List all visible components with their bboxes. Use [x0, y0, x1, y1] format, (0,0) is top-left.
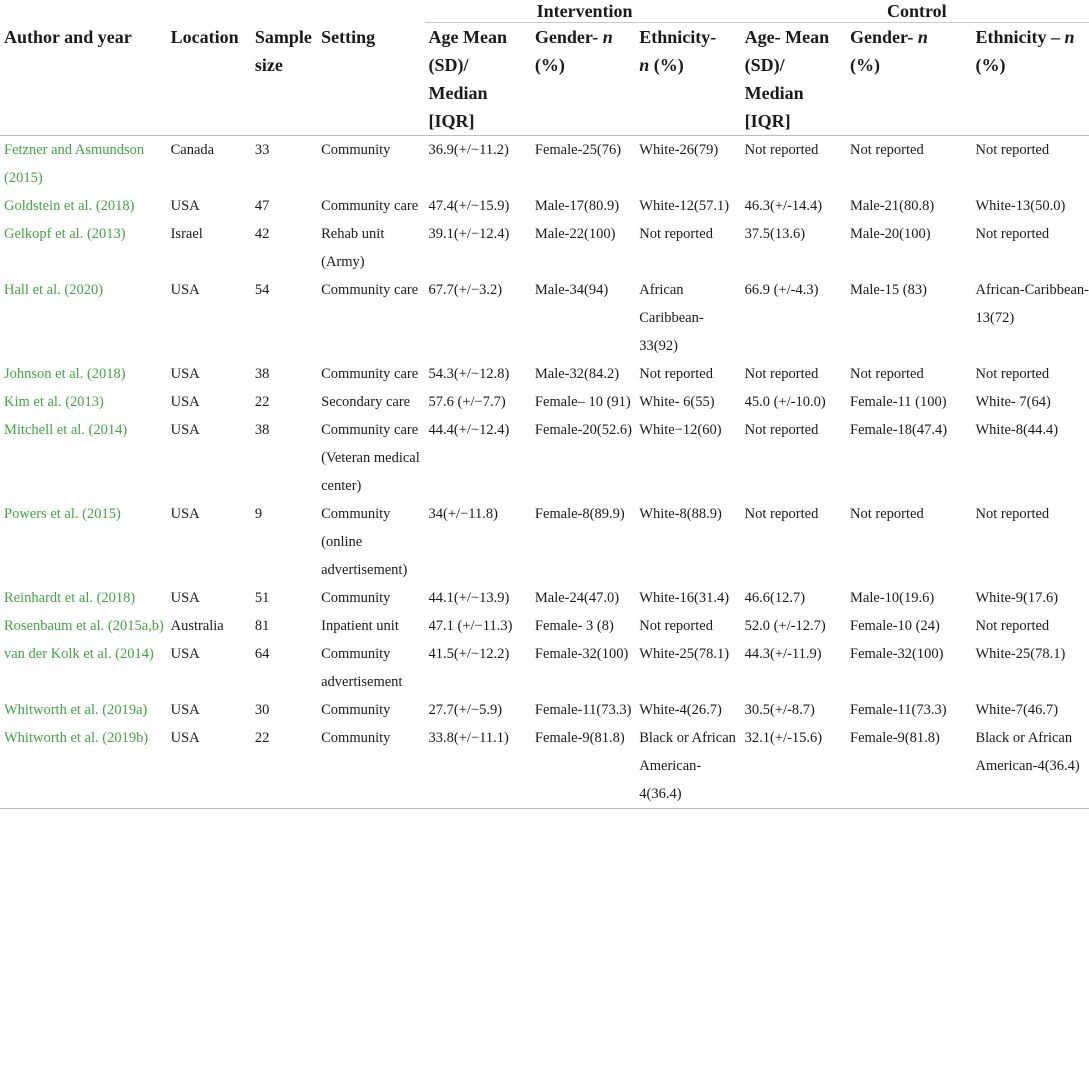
table-row	[0, 388, 1089, 416]
author-link[interactable]: Gelkopf et al. (2013)	[4, 226, 126, 242]
control-gender-cell: Female-9(81.8)	[846, 724, 971, 809]
intervention-gender-cell: Male-34(94)	[534, 282, 609, 298]
intervention-ethnicity-pct: (%)	[653, 55, 684, 75]
author-link[interactable]: Johnson et al. (2018)	[4, 366, 126, 382]
intervention-age-cell: 44.4(+/−12.4)	[428, 422, 510, 438]
control-ethnicity-column-header	[971, 23, 1089, 136]
column-header-row	[0, 23, 1089, 136]
location-cell: USA	[170, 646, 200, 662]
control-age-cell: 46.3(+/-14.4)	[744, 198, 823, 214]
author-link[interactable]: Powers et al. (2015)	[4, 506, 121, 522]
author-link[interactable]: Reinhardt et al. (2018)	[4, 590, 136, 606]
sample-size-cell: 9	[254, 506, 263, 522]
intervention-ethnicity-cell: Black or African American-4(36.4)	[635, 724, 740, 809]
setting-cell: Community care	[321, 282, 419, 298]
intervention-gender-pct: (%)	[534, 55, 565, 75]
control-group-header: Control	[741, 0, 1089, 23]
intervention-gender-cell: Male-22(100)	[534, 226, 616, 242]
sample-size-cell: 81	[254, 618, 270, 634]
table-row	[0, 192, 1089, 220]
sample-size-cell: 22	[254, 394, 270, 410]
control-gender-cell: Male-10(19.6)	[850, 590, 935, 606]
table-row	[0, 220, 1089, 276]
location-cell: Canada	[170, 142, 215, 158]
intervention-gender-cell: Female-20(52.6)	[534, 422, 632, 438]
control-ethnicity-cell: White-8(44.4)	[975, 422, 1059, 438]
intervention-ethnicity-cell: White−12(60)	[639, 422, 722, 438]
intervention-ethnicity-cell: African Caribbean-33(92)	[639, 282, 704, 354]
control-gender-column-header	[846, 23, 971, 136]
table-row	[0, 640, 1089, 696]
location-cell: USA	[170, 282, 200, 298]
sample-size-cell: 42	[254, 226, 270, 242]
intervention-gender-cell: Male-24(47.0)	[534, 590, 620, 606]
sample-size-cell: 51	[254, 590, 270, 606]
control-ethnicity-cell: Black or African American-4(36.4)	[971, 724, 1089, 809]
table-row	[0, 500, 1089, 584]
control-age-cell: Not reported	[744, 142, 819, 158]
control-gender-n: n	[917, 27, 928, 47]
setting-cell: Community (online advertisement)	[321, 506, 408, 578]
sample-size-cell: 22	[251, 724, 317, 809]
intervention-age-cell: 54.3(+/−12.8)	[428, 366, 510, 382]
control-gender-cell: Female-32(100)	[850, 646, 944, 662]
intervention-ethnicity-cell: White-8(88.9)	[639, 506, 722, 522]
control-ethnicity-cell: Not reported	[975, 506, 1050, 522]
setting-cell: Community	[321, 590, 391, 606]
table-row	[0, 360, 1089, 388]
intervention-ethnicity-cell: White-25(78.1)	[639, 646, 730, 662]
setting-cell: Community	[321, 142, 391, 158]
control-age-cell: 37.5(13.6)	[744, 226, 806, 242]
control-gender-cell: Male-15 (83)	[850, 282, 927, 298]
intervention-age-cell: 67.7(+/−3.2)	[428, 282, 503, 298]
intervention-gender-n: n	[602, 27, 613, 47]
intervention-gender-cell: Female– 10 (91)	[534, 394, 631, 410]
sample-size-cell: 38	[254, 366, 270, 382]
control-gender-cell: Female-18(47.4)	[850, 422, 948, 438]
location-cell: Israel	[170, 226, 203, 242]
intervention-gender-cell: Female-8(89.9)	[534, 506, 625, 522]
control-gender-cell: Not reported	[850, 142, 924, 158]
table-row	[0, 612, 1089, 640]
intervention-ethnicity-label: Ethnicity-	[639, 27, 717, 47]
intervention-age-column-header: Age Mean (SD)/ Median [IQR]	[425, 23, 531, 136]
control-age-cell: 44.3(+/-11.9)	[744, 646, 822, 662]
control-ethnicity-n: n	[1064, 27, 1075, 47]
control-gender-cell: Female-10 (24)	[850, 618, 940, 634]
control-ethnicity-label: Ethnicity –	[975, 27, 1060, 47]
control-gender-cell: Not reported	[850, 366, 924, 382]
author-link[interactable]: van der Kolk et al. (2014)	[4, 646, 154, 662]
intervention-gender-cell: Male-17(80.9)	[534, 198, 620, 214]
control-age-cell: 52.0 (+/-12.7)	[744, 618, 826, 634]
table-row	[0, 276, 1089, 360]
sample-size-cell: 33	[254, 142, 270, 158]
location-cell: USA	[170, 394, 200, 410]
control-age-cell: 46.6(12.7)	[744, 590, 806, 606]
location-cell: USA	[170, 366, 200, 382]
location-column-header: Location	[167, 23, 251, 136]
author-link[interactable]: Whitworth et al. (2019a)	[4, 702, 148, 718]
control-age-cell: 32.1(+/-15.6)	[741, 724, 846, 809]
setting-column-header: Setting	[317, 23, 424, 136]
author-link[interactable]: Fetzner and Asmundson (2015)	[4, 142, 145, 186]
location-cell: USA	[170, 702, 200, 718]
control-gender-cell: Male-20(100)	[850, 226, 931, 242]
intervention-gender-label: Gender-	[534, 27, 599, 47]
intervention-age-cell: 27.7(+/−5.9)	[428, 702, 503, 718]
intervention-gender-column-header	[531, 23, 635, 136]
control-ethnicity-cell: White-7(46.7)	[975, 702, 1059, 718]
intervention-ethnicity-cell: Not reported	[639, 226, 713, 242]
intervention-age-cell: 47.1 (+/−11.3)	[428, 618, 513, 634]
control-age-cell: Not reported	[744, 366, 819, 382]
author-link[interactable]: Rosenbaum et al. (2015a,b)	[4, 618, 164, 634]
sample-size-cell: 47	[254, 198, 270, 214]
control-gender-cell: Not reported	[850, 506, 924, 522]
author-link[interactable]: Goldstein et al. (2018)	[4, 198, 135, 214]
setting-cell: Rehab unit (Army)	[321, 226, 385, 270]
control-gender-cell: Female-11 (100)	[850, 394, 947, 410]
intervention-gender-cell: Female-9(81.8)	[531, 724, 635, 809]
control-age-cell: Not reported	[744, 506, 819, 522]
table-row	[0, 584, 1089, 612]
sample-size-cell: 30	[254, 702, 270, 718]
setting-cell: Secondary care	[321, 394, 411, 410]
intervention-age-cell: 44.1(+/−13.9)	[428, 590, 510, 606]
intervention-age-cell: 41.5(+/−12.2)	[428, 646, 510, 662]
author-link[interactable]: Hall et al. (2020)	[4, 282, 104, 298]
intervention-ethnicity-n: n	[639, 55, 650, 75]
group-header-row	[0, 0, 1089, 23]
control-ethnicity-cell: Not reported	[975, 618, 1050, 634]
intervention-age-cell: 33.8(+/−11.1)	[425, 724, 531, 809]
setting-cell: Community care	[321, 366, 419, 382]
location-cell: USA	[170, 422, 200, 438]
control-gender-label: Gender-	[850, 27, 914, 47]
setting-cell: Community advertisement	[321, 646, 403, 690]
control-ethnicity-pct: (%)	[975, 55, 1006, 75]
control-gender-pct: (%)	[850, 55, 881, 75]
location-cell: Australia	[170, 618, 224, 634]
intervention-age-cell: 57.6 (+/−7.7)	[428, 394, 506, 410]
control-ethnicity-cell: White-9(17.6)	[975, 590, 1059, 606]
author-column-header: Author and year	[0, 23, 167, 136]
intervention-ethnicity-cell: White-16(31.4)	[639, 590, 730, 606]
author-link[interactable]: Mitchell et al. (2014)	[4, 422, 128, 438]
intervention-gender-cell: Male-32(84.2)	[534, 366, 620, 382]
setting-cell: Community care	[321, 198, 419, 214]
intervention-gender-cell: Female-32(100)	[534, 646, 629, 662]
intervention-ethnicity-cell: White-4(26.7)	[639, 702, 722, 718]
intervention-age-cell: 36.9(+/−11.2)	[428, 142, 509, 158]
control-gender-cell: Female-11(73.3)	[850, 702, 947, 718]
table-row	[0, 136, 1089, 193]
sample-size-cell: 64	[254, 646, 270, 662]
control-age-cell: 30.5(+/-8.7)	[744, 702, 815, 718]
blank-group-header	[0, 0, 425, 23]
intervention-gender-cell: Female- 3 (8)	[534, 618, 614, 634]
control-ethnicity-cell: African-Caribbean-13(72)	[975, 282, 1089, 326]
intervention-ethnicity-column-header	[635, 23, 740, 136]
table-row	[0, 696, 1089, 724]
sample-size-column-header: Sample size	[251, 23, 317, 136]
location-cell: USA	[170, 590, 200, 606]
intervention-ethnicity-cell: White-12(57.1)	[639, 198, 730, 214]
intervention-ethnicity-cell: White-26(79)	[639, 142, 719, 158]
control-age-column-header: Age- Mean (SD)/ Median [IQR]	[741, 23, 846, 136]
location-cell: USA	[167, 724, 251, 809]
location-cell: USA	[170, 198, 200, 214]
control-age-cell: 45.0 (+/-10.0)	[744, 394, 826, 410]
sample-size-cell: 38	[254, 422, 270, 438]
location-cell: USA	[170, 506, 200, 522]
control-ethnicity-cell: White-13(50.0)	[975, 198, 1066, 214]
setting-cell: Community	[321, 702, 391, 718]
author-link[interactable]: Whitworth et al. (2019b)	[0, 724, 167, 809]
intervention-ethnicity-cell: Not reported	[639, 366, 713, 382]
intervention-age-cell: 34(+/−11.8)	[428, 506, 498, 522]
intervention-ethnicity-cell: Not reported	[639, 618, 713, 634]
table-row	[0, 416, 1089, 500]
intervention-group-header: Intervention	[425, 0, 741, 23]
control-ethnicity-cell: White-25(78.1)	[975, 646, 1066, 662]
control-age-cell: 66.9 (+/-4.3)	[744, 282, 819, 298]
intervention-gender-cell: Female-25(76)	[534, 142, 622, 158]
control-ethnicity-cell: Not reported	[975, 142, 1050, 158]
intervention-ethnicity-cell: White- 6(55)	[639, 394, 715, 410]
control-ethnicity-cell: Not reported	[975, 366, 1050, 382]
control-ethnicity-cell: White- 7(64)	[975, 394, 1051, 410]
setting-cell: Community	[317, 724, 424, 809]
intervention-age-cell: 47.4(+/−15.9)	[428, 198, 510, 214]
table-row	[0, 724, 1089, 809]
sample-size-cell: 54	[254, 282, 270, 298]
intervention-gender-cell: Female-11(73.3)	[534, 702, 632, 718]
control-ethnicity-cell: Not reported	[975, 226, 1050, 242]
setting-cell: Community care (Veteran medical center)	[321, 422, 420, 494]
author-link[interactable]: Kim et al. (2013)	[4, 394, 104, 410]
setting-cell: Inpatient unit	[321, 618, 399, 634]
control-age-cell: Not reported	[744, 422, 819, 438]
control-gender-cell: Male-21(80.8)	[850, 198, 935, 214]
intervention-age-cell: 39.1(+/−12.4)	[428, 226, 510, 242]
